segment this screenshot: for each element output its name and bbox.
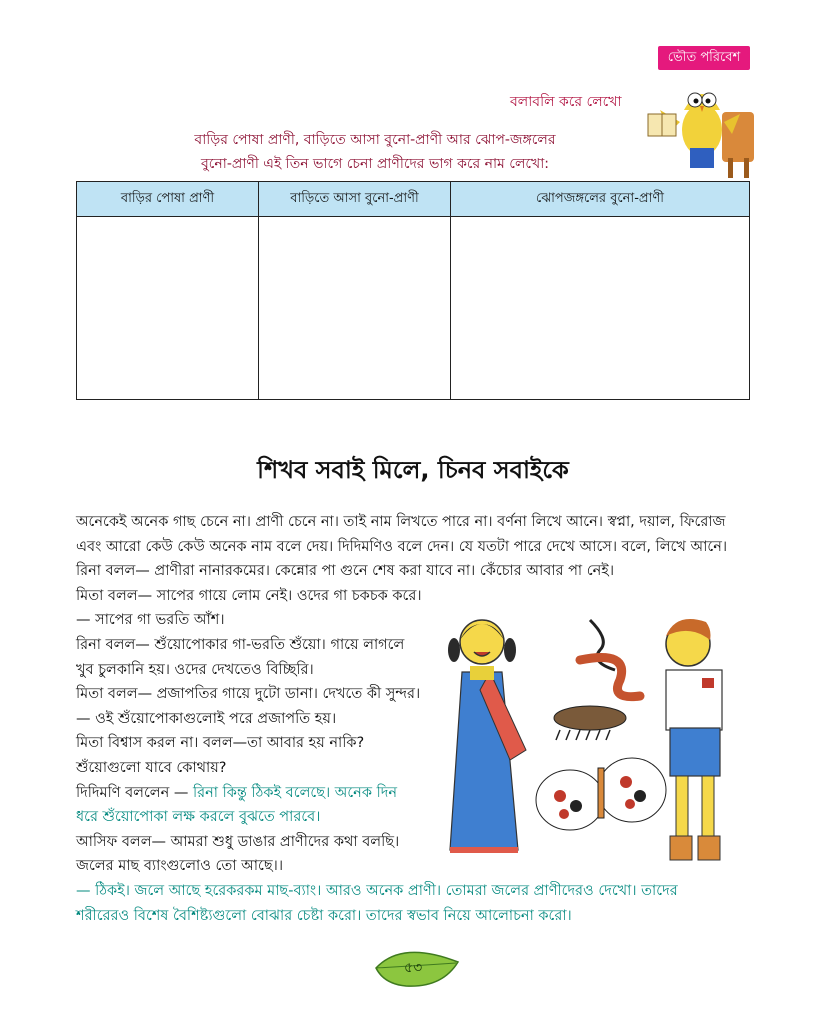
- story-line-conclusion: — ঠিকই। জলে আছে হরেকরকম মাছ-ব্যাং। আরও অনেক প্রাণী। তোমরা জলের প্রাণীদেরও দেখো। তাদের: [76, 882, 678, 899]
- animal-classification-table: [76, 181, 750, 400]
- story-line: রিনা বলল— শুঁয়োপোকার গা-ভরতি শুঁয়ো। গায়ে লাগলে: [76, 636, 405, 653]
- page-number: ৫৩: [404, 960, 423, 976]
- story-line: শুঁয়োগুলো যাবে কোথায়?: [76, 759, 227, 776]
- story-line: — ওই শুঁয়োপোকাগুলোই পরে প্রজাপতি হয়।: [76, 710, 337, 727]
- owl-reading-icon: [640, 70, 760, 180]
- instruction-line-1: বাড়ির পোষা প্রাণী, বাড়িতে আসা বুনো-প্রাণী আর ঝোপ-জঙ্গলের: [194, 132, 556, 148]
- activity-hint: বলাবলি করে লেখো: [510, 94, 622, 110]
- children-with-creatures-illustration: [440, 600, 780, 880]
- story-line: খুব চুলকানি হয়। ওদের দেখতেও বিচ্ছিরি।: [76, 661, 314, 678]
- section-title: শিখব সবাই মিলে, চিনব সবাইকে: [257, 456, 569, 484]
- story-line: মিতা বলল— সাপের গায়ে লোম নেই। ওদের গা চকচক করে।: [76, 587, 422, 604]
- story-line: অনেকেই অনেক গাছ চেনে না। প্রাণী চেনে না। তাই নাম লিখতে পারে না। বর্ণনা লিখে আনে। স্বপ্না, দয়াল, ফিরোজ: [76, 514, 726, 530]
- story-line: জলের মাছ ব্যাংগুলোও তো আছে।।: [76, 858, 284, 875]
- chapter-badge: ভৌত পরিবেশ: [658, 46, 750, 70]
- column-header-house-wild: বাড়িতে আসা বুনো-প্রাণী: [259, 182, 451, 217]
- answer-cell-bush-wild[interactable]: [451, 217, 750, 400]
- answer-cell-pets[interactable]: [77, 217, 259, 400]
- story-line: এবং আরো কেউ কেউ অনেক নাম বলে দেয়। দিদিমণিও বলে দেন। যে যতটা পারে দেখে আসে। বলে, লিখে আনে।: [76, 538, 728, 555]
- teacher-label: দিদিমণি বললেন —: [76, 784, 189, 801]
- story-line-conclusion: শরীরেরও বিশেষ বৈশিষ্ট্যগুলো বোঝার চেষ্টা করো। তাদের স্বভাব নিয়ে আলোচনা করো।: [76, 907, 572, 924]
- story-line: রিনা বলল— প্রাণীরা নানারকমের। কেন্নোর পা গুনে শেষ করা যাবে না। কেঁচোর আবার পা নেই।: [76, 563, 615, 580]
- column-header-bush-wild: ঝোপজঙ্গলের বুনো-প্রাণী: [451, 182, 750, 217]
- story-line-teacher-cont: ধরে শুঁয়োপোকা লক্ষ করলে বুঝতে পারবে।: [76, 809, 321, 826]
- story-line: আসিফ বলল— আমরা শুধু ডাঙার প্রাণীদের কথা বলছি।: [76, 833, 400, 850]
- story-line: মিতা বলল— প্রজাপতির গায়ে দুটো ডানা। দেখতে কী সুন্দর।: [76, 686, 421, 703]
- teacher-quote: রিনা কিন্তু ঠিকই বলেছে। অনেক দিন: [193, 784, 398, 801]
- instruction-line-2: বুনো-প্রাণী এই তিন ভাগে চেনা প্রাণীদের ভাগ করে নাম লেখো:: [200, 156, 549, 172]
- column-header-pets: বাড়ির পোষা প্রাণী: [77, 182, 259, 217]
- answer-cell-house-wild[interactable]: [259, 217, 451, 400]
- story-line: মিতা বিশ্বাস করল না। বলল—তা আবার হয় নাকি?: [76, 735, 365, 752]
- story-line: — সাপের গা ভরতি আঁশ।: [76, 612, 225, 629]
